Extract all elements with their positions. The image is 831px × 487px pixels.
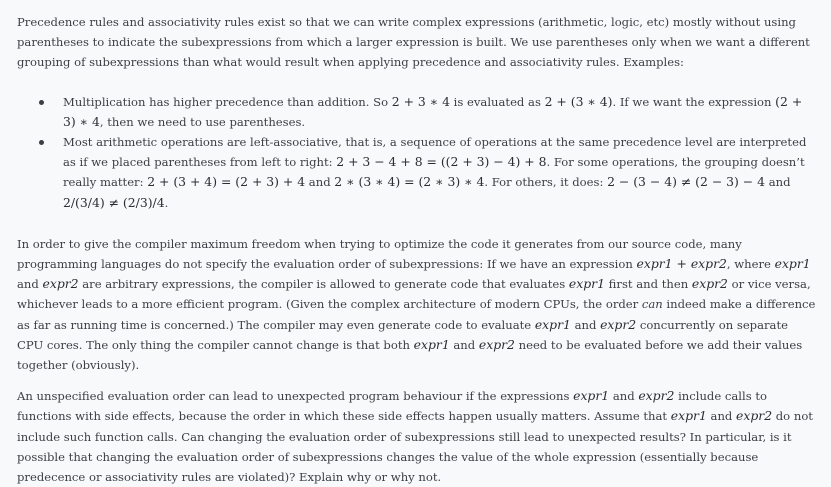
math-variable: expr1 (568, 276, 605, 292)
list-item-precedence (63, 92, 817, 132)
intro-paragraph: Precedence rules and associativity rules exist so that we can write complex expressions (arithmetic, logic, etc) mostly without using parentheses to indicate the subexpressions from which a larger expression is built. We use parentheses only when we want a different grouping of subexpressions than what would result when applying precedence and associativity rules. Examples: (17, 15, 810, 70)
math-variable: expr1 (670, 408, 707, 424)
text-run: Most arithmetic operations are left-associative, that is, a sequence of operations at the same precedence level are interpreted as if we placed parentheses from left to right: (63, 135, 807, 170)
text-run: . For some operations, the grouping doesn’t really matter: (63, 155, 805, 190)
math-expression: 2 + (3 ∗ 4) (544, 93, 613, 109)
math-variable: expr2 (42, 276, 79, 292)
text-run: do not include such function calls. Can changing the evaluation order of subexpressions still lead to unexpected results? In particular, is it possible that changing the evaluation order of subexpressions changes the value of the whole expression (essentially because predecence or associativity rules are violated)? Explain why or why not. (17, 409, 813, 485)
text-run: . (164, 195, 169, 210)
text-run: In order to give the compiler maximum freedom when trying to optimize the code it generates from our source code, many programming languages do not specify the evaluation order of subexpressions: If we have an expression (17, 236, 742, 272)
text-run: . For others, it does: (484, 175, 608, 190)
text-run: and (706, 409, 737, 424)
math-expression: 2 ∗ (3 ∗ 4) = (2 ∗ 3) ∗ 4 (334, 174, 485, 190)
text-run: and (570, 317, 601, 332)
emphasis: can (641, 297, 663, 312)
math-variable: expr2 (478, 336, 515, 352)
text-run: or vice versa, whichever leads to a more efficient program. (Given the complex architecture of modern CPUs, the order (17, 277, 811, 312)
text-run: are arbitrary expressions, the compiler is allowed to generate code that evaluates (78, 277, 569, 292)
evaluation-order-paragraph (17, 234, 817, 375)
math-variable: expr2 (600, 316, 637, 332)
list-item-associativity (63, 132, 817, 213)
math-expression: expr1 + expr2 (636, 256, 727, 272)
math-expression: (2 + 3) ∗ 4 (63, 93, 803, 129)
text-run: and (765, 175, 791, 190)
text-run: An unspecified evaluation order can lead to unexpected program behaviour if the expressions (17, 389, 574, 404)
math-variable: expr2 (736, 408, 773, 424)
question-paragraph (17, 386, 817, 487)
text-run: and (305, 175, 335, 190)
math-variable: expr1 (534, 316, 571, 332)
text-run: and (609, 389, 639, 404)
text-run: , where (726, 257, 775, 272)
text-run: and (17, 277, 43, 292)
math-expression: 2/(3/4) ≠ (2/3)/4 (63, 194, 165, 210)
text-run: . If we want the expression (612, 94, 776, 109)
math-variable: expr1 (413, 336, 450, 352)
text-run: first and then (604, 277, 692, 292)
text-run: include calls to functions with side effects, because the order in which these side effects happen usually matters. Assume that (17, 389, 767, 424)
math-variable: expr1 (573, 388, 610, 404)
text-run: need to be evaluated before we add their values together (obviously). (17, 337, 803, 373)
text-run: Multiplication has higher precedence than addition. So (63, 94, 392, 109)
examples-list (17, 92, 817, 213)
math-variable: expr2 (691, 276, 728, 292)
math-expression: 2 + 3 ∗ 4 (391, 93, 450, 109)
text-run: concurrently on separate CPU cores. The only thing the compiler cannot change is that both (17, 317, 788, 352)
text-run: is evaluated as (449, 94, 545, 109)
text-run: indeed make a difference as far as running time is concerned.) The compiler may even generate code to evaluate (17, 297, 816, 332)
math-expression: 2 + (3 + 4) = (2 + 3) + 4 (147, 174, 306, 190)
text-run: and (449, 337, 479, 352)
math-expression: 2 + 3 − 4 + 8 = ((2 + 3) − 4) + 8 (336, 154, 547, 170)
math-variable: expr2 (638, 388, 675, 404)
text-run: , then we need to use parentheses. (99, 114, 306, 129)
math-variable: expr1 (774, 256, 811, 272)
math-expression: 2 − (3 − 4) ≠ (2 − 3) − 4 (607, 174, 766, 190)
